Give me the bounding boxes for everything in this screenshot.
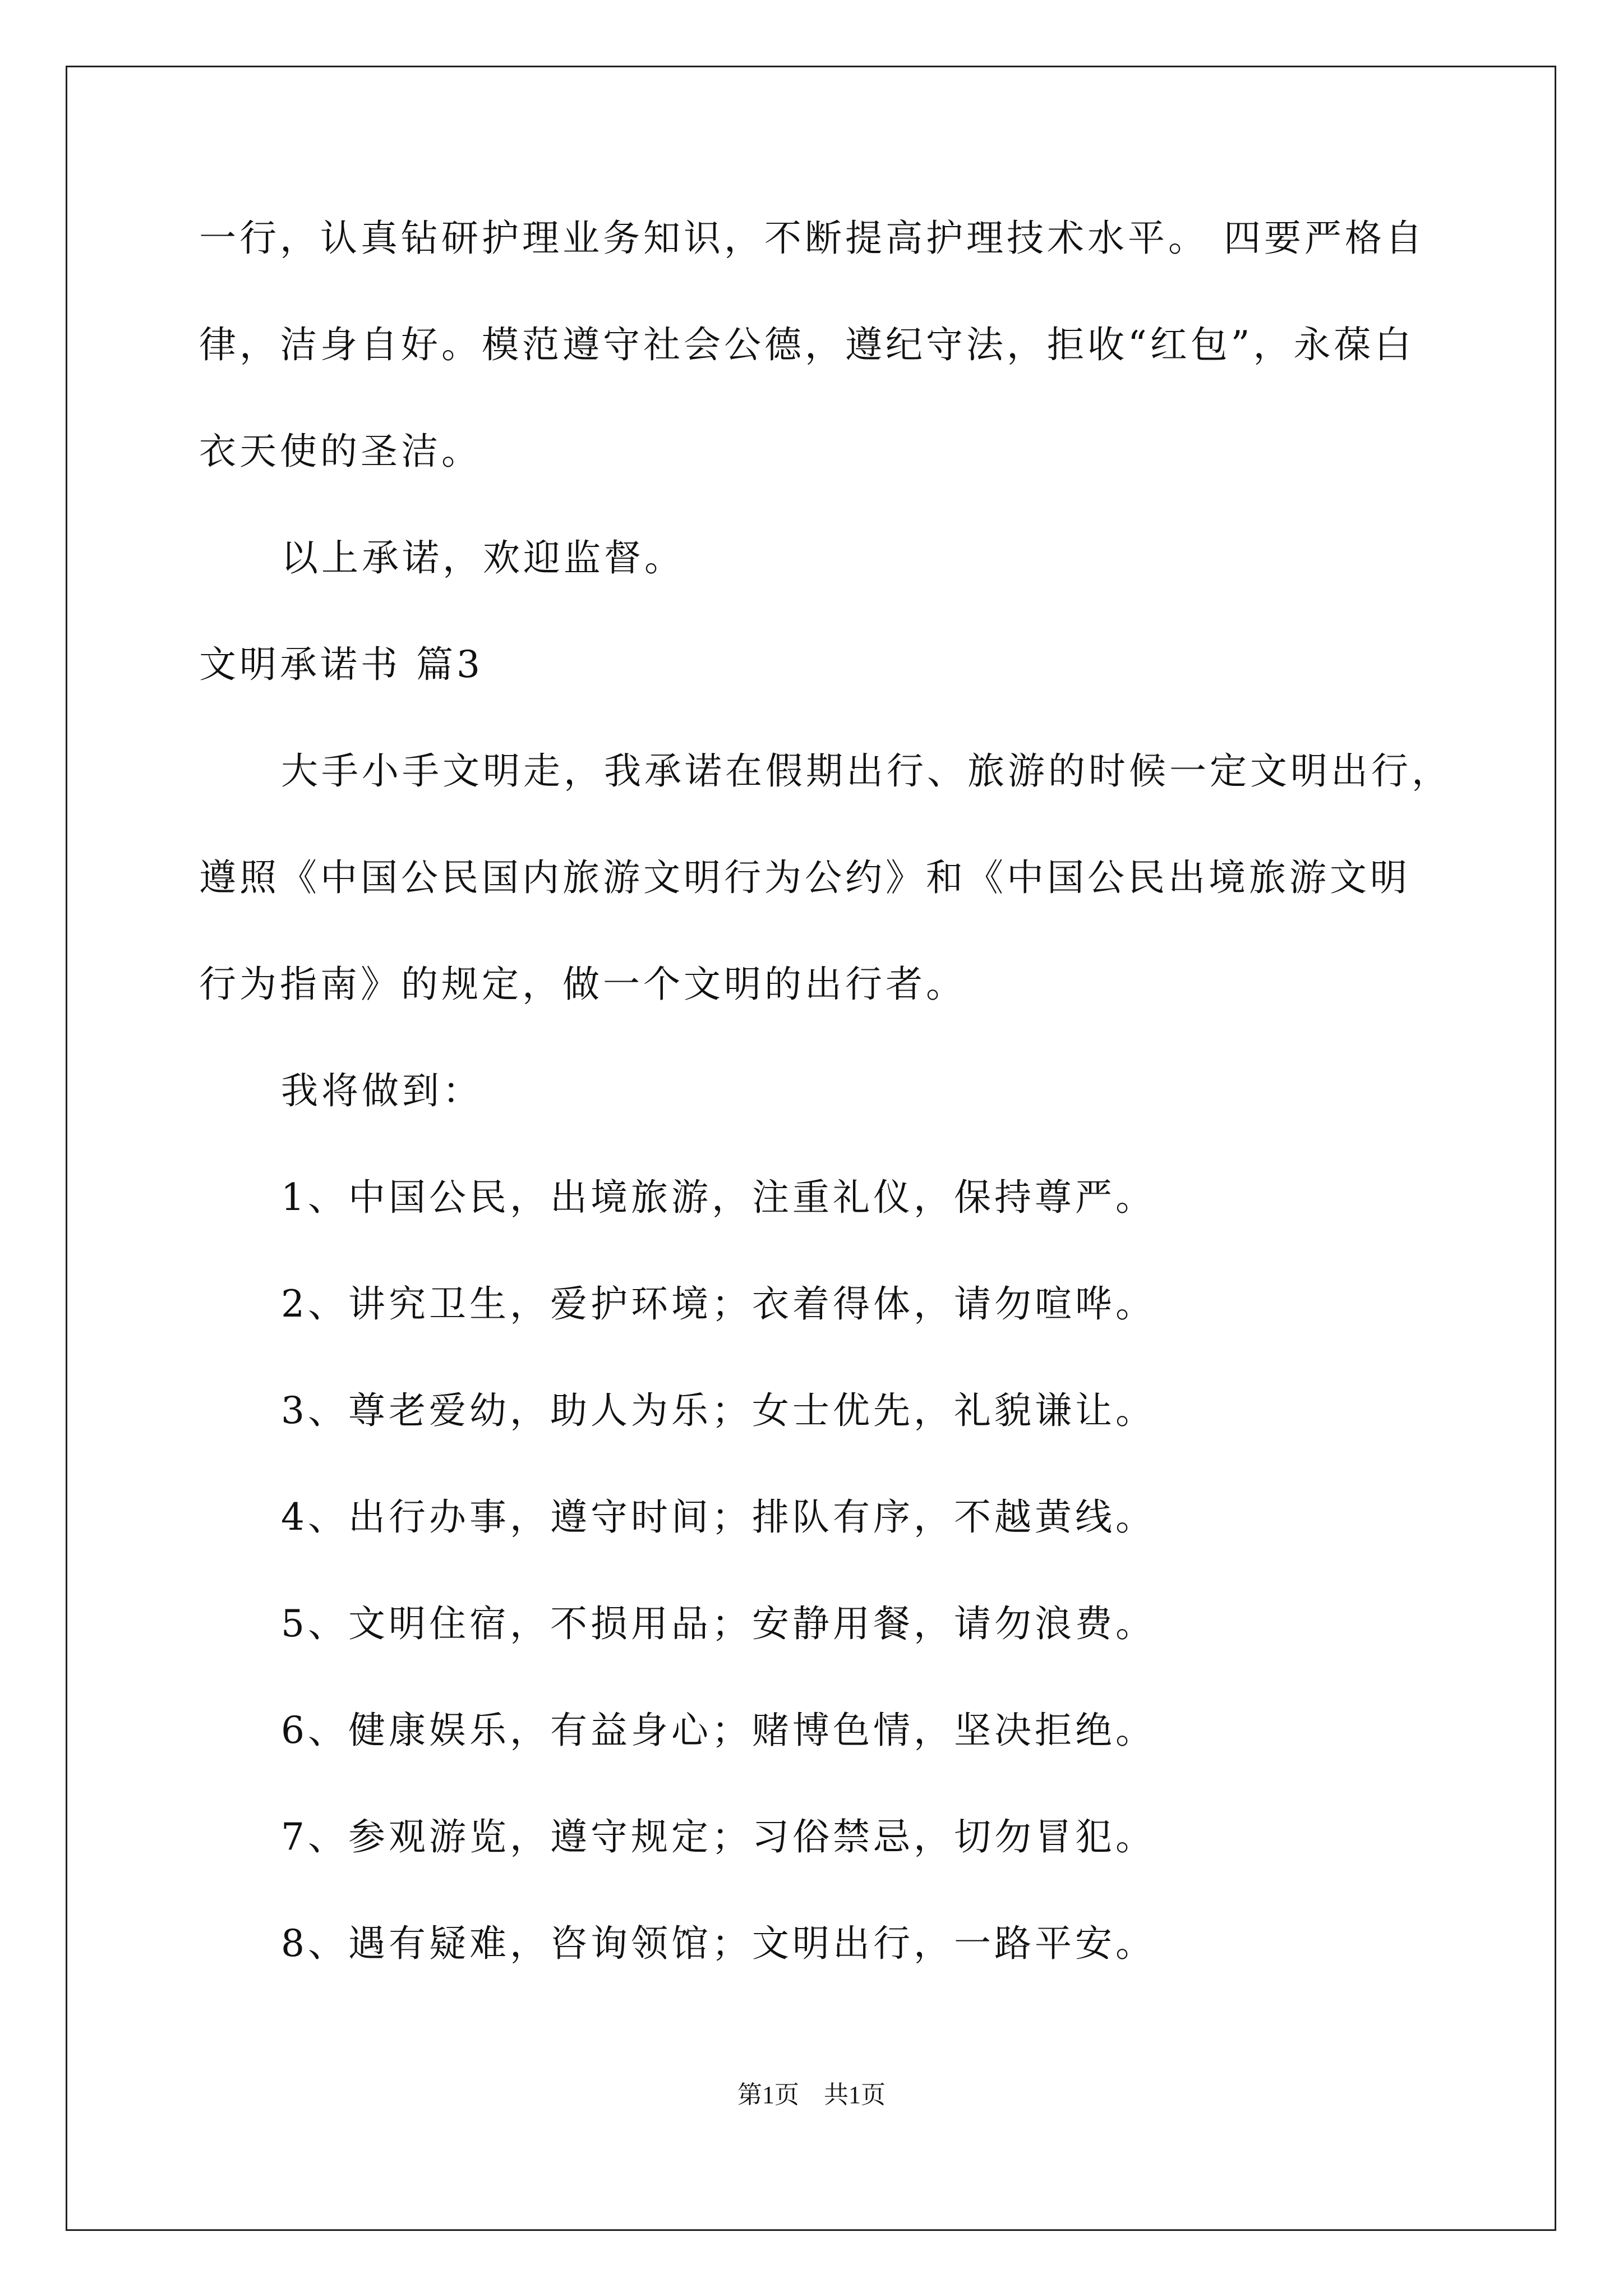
list-intro: 我将做到： xyxy=(281,1069,483,1112)
list-item: 3、尊老爱幼，助人为乐；女士优先，礼貌谦让。 xyxy=(281,1389,1156,1432)
paragraph-line: 衣天使的圣洁。 xyxy=(199,430,482,473)
list-item: 4、出行办事，遵守时间；排队有序，不越黄线。 xyxy=(281,1496,1156,1539)
closing-line: 以上承诺，欢迎监督。 xyxy=(281,536,685,579)
page-footer: 第1页 共1页 xyxy=(737,2081,886,2109)
list-item: 8、遇有疑难，咨询领馆；文明出行，一路平安。 xyxy=(281,1922,1156,1965)
paragraph-line: 律，洁身自好。模范遵守社会公德，遵纪守法，拒收“红包”，永葆白 xyxy=(199,323,1415,366)
paragraph-line: 遵照《中国公民国内旅游文明行为公约》和《中国公民出境旅游文明 xyxy=(199,856,1410,899)
list-item: 5、文明住宿，不损用品；安静用餐，请勿浪费。 xyxy=(281,1602,1156,1645)
paragraph-line: 行为指南》的规定，做一个文明的出行者。 xyxy=(199,963,966,1006)
list-item: 6、健康娱乐，有益身心；赌博色情，坚决拒绝。 xyxy=(281,1709,1156,1752)
list-item: 7、参观游览，遵守规定；习俗禁忌，切勿冒犯。 xyxy=(281,1815,1156,1858)
section-title: 文明承诺书 篇3 xyxy=(199,643,483,686)
paragraph-line: 一行，认真钻研护理业务知识，不断提高护理技术水平。 四要严格自 xyxy=(199,217,1426,260)
list-item: 1、中国公民，出境旅游，注重礼仪，保持尊严。 xyxy=(281,1176,1156,1219)
list-item: 2、讲究卫生，爱护环境；衣着得体，请勿喧哗。 xyxy=(281,1282,1156,1326)
document-body xyxy=(199,210,1467,2022)
paragraph-line: 大手小手文明走，我承诺在假期出行、旅游的时候一定文明出行， xyxy=(281,749,1452,793)
